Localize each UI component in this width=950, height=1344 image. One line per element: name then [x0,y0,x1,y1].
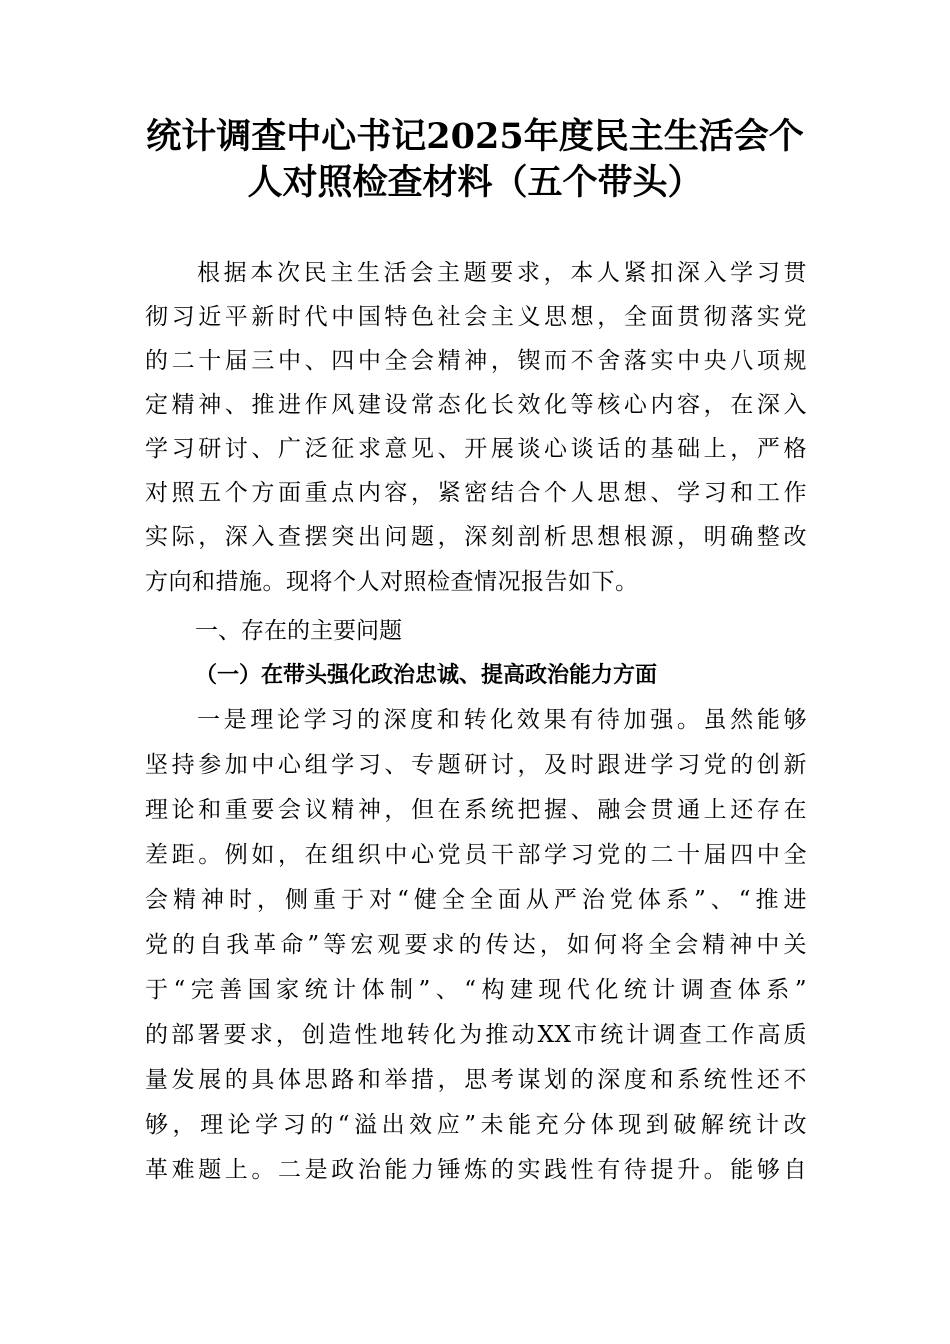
intro-paragraph-line: 学习研讨、广泛征求意见、开展谈心谈话的基础上，严格 [145,436,807,462]
intro-paragraph-line: 彻习近平新时代中国特色社会主义思想，全面贯彻落实党 [145,304,807,330]
document-title-line-1: 统计调查中心书记2025年度民主生活会个 [146,116,804,157]
body-paragraph-line: 革难题上。二是政治能力锤炼的实践性有待提升。能够自 [145,1157,807,1183]
body-paragraph-line: 一是理论学习的深度和转化效果有待加强。虽然能够 [197,707,807,733]
section-heading: 一、存在的主要问题 [195,618,402,644]
body-paragraph-line: 会精神时，侧重于对“健全全面从严治党体系”、“推进 [145,887,807,913]
subsection-heading: （一）在带头强化政治忠诚、提高政治能力方面 [195,662,658,688]
intro-paragraph-line: 方向和措施。现将个人对照检查情况报告如下。 [145,569,639,595]
body-paragraph-line: 坚持参加中心组学习、专题研讨，及时跟进学习党的创新 [145,752,807,778]
document-title-line-2: 人对照检查材料（五个带头） [247,162,703,203]
intro-paragraph-line: 实际，深入查摆突出问题，深刻剖析思想根源，明确整改 [145,524,807,550]
body-paragraph-line: 理论和重要会议精神，但在系统把握、融会贯通上还存在 [145,797,807,823]
body-paragraph-line: 的部署要求，创造性地转化为推动XX市统计调查工作高质 [145,1022,807,1048]
intro-paragraph-line: 根据本次民主生活会主题要求，本人紧扣深入学习贯 [197,260,807,286]
body-paragraph-line: 党的自我革命”等宏观要求的传达，如何将全会精神中关 [145,932,807,958]
intro-paragraph-line: 定精神、推进作风建设常态化长效化等核心内容，在深入 [145,392,807,418]
body-paragraph-line: 差距。例如，在组织中心党员干部学习党的二十届四中全 [145,842,807,868]
body-paragraph-line: 量发展的具体思路和举措，思考谋划的深度和系统性还不 [145,1067,807,1093]
intro-paragraph-line: 对照五个方面重点内容，紧密结合个人思想、学习和工作 [145,480,807,506]
body-paragraph-line: 够，理论学习的“溢出效应”未能充分体现到破解统计改 [145,1112,807,1138]
intro-paragraph-line: 的二十届三中、四中全会精神，锲而不舍落实中央八项规 [145,348,807,374]
body-paragraph-line: 于“完善国家统计体制”、“构建现代化统计调查体系” [145,977,807,1003]
